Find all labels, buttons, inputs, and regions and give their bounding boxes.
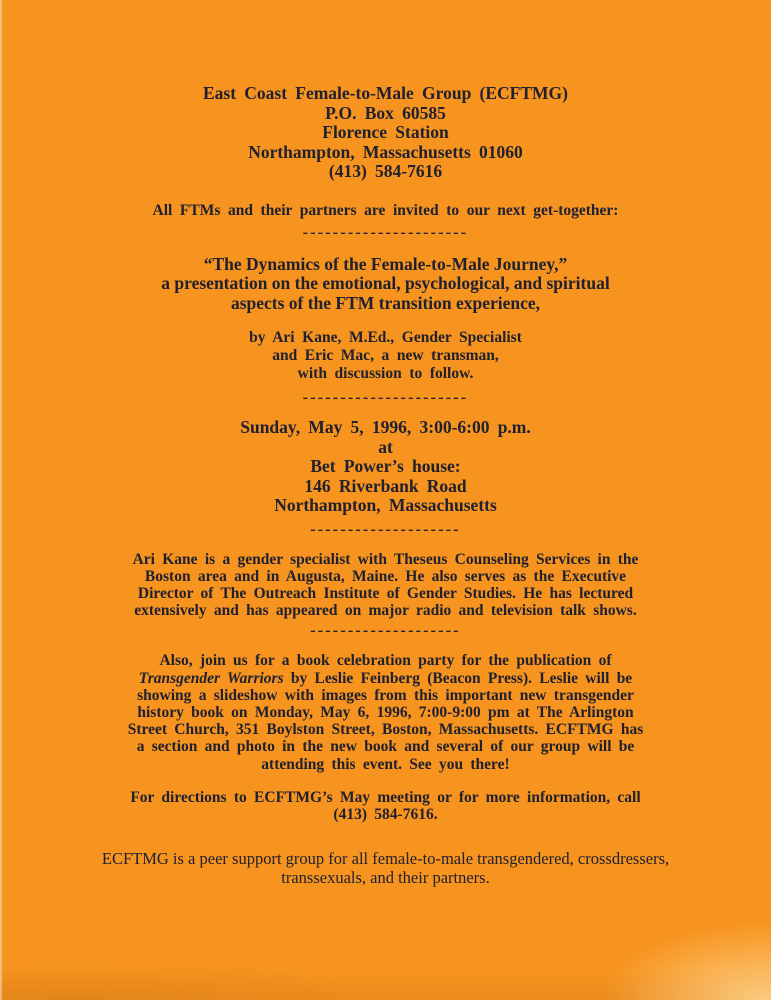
flyer-content	[76, 0, 696, 887]
org-header	[76, 84, 696, 182]
presenters-block	[76, 329, 696, 383]
separator-4	[76, 623, 696, 639]
directions-line-2: (413) 584-7616.	[333, 805, 438, 823]
dashed-separator: --------------------	[310, 622, 461, 640]
invite-block	[76, 202, 696, 220]
book-line-4: history book on Monday, May 6, 1996, 7:00-9:00 pm at The Arlington	[137, 703, 634, 721]
speaker-bio	[76, 551, 696, 620]
dashed-separator: ----------------------	[302, 223, 469, 241]
presentation-title-block	[76, 255, 696, 314]
org-station: Florence Station	[322, 122, 449, 142]
book-party-block	[76, 652, 696, 772]
footer-line-1: ECFTMG is a peer support group for all female-to-male transgendered, crossdressers,	[101, 849, 670, 869]
book-line-6: a section and photo in the new book and several of our group will be	[136, 738, 635, 756]
bio-line-3: Director of The Outreach Institute of Gender Studies. He has lectured	[137, 584, 634, 602]
presenter-line-2: and Eric Mac, a new transman,	[272, 347, 499, 364]
presenter-line-3: with discussion to follow.	[297, 365, 474, 382]
bio-line-2: Boston area and in Augusta, Maine. He also serves as the Executive	[144, 567, 627, 585]
separator-1	[76, 225, 696, 241]
book-title-italic: Transgender Warriors	[138, 669, 284, 687]
book-line-2-rest: by Leslie Feinberg (Beacon Press). Leslie will be	[283, 669, 633, 687]
org-name: East Coast Female-to-Male Group (ECFTMG)	[202, 83, 568, 103]
event-city: Northampton, Massachusetts	[274, 495, 497, 515]
presentation-subtitle-2: aspects of the FTM transition experience,	[230, 292, 541, 313]
dashed-separator: ----------------------	[302, 389, 469, 406]
bio-line-4: extensively and has appeared on major radio and television talk shows.	[134, 602, 637, 620]
book-line-5: Street Church, 351 Boylston Street, Boston, Massachusetts. ECFTMG has	[127, 721, 644, 739]
book-line-1: Also, join us for a book celebration party for the publication of	[159, 652, 612, 670]
footer-line-2: transsexuals, and their partners.	[281, 868, 490, 888]
separator-2	[76, 390, 696, 406]
org-po-box: P.O. Box 60585	[325, 102, 446, 123]
event-at: at	[378, 436, 393, 457]
event-address: 146 Riverbank Road	[304, 475, 467, 496]
invite-line: All FTMs and their partners are invited to our next get-together:	[152, 201, 619, 219]
event-details	[76, 418, 696, 516]
org-city-line: Northampton, Massachusetts 01060	[248, 141, 523, 162]
book-line-2	[76, 670, 696, 687]
directions-line-1: For directions to ECFTMG’s May meeting or for more information, call	[130, 788, 641, 806]
bio-line-1: Ari Kane is a gender specialist with Theseus Counseling Services in the	[132, 550, 639, 568]
directions-block	[76, 789, 696, 823]
event-location: Bet Power’s house:	[310, 456, 461, 476]
book-line-3: showing a slideshow with images from this important new transgender	[137, 686, 634, 704]
org-phone: (413) 584-7616	[328, 161, 443, 181]
event-datetime: Sunday, May 5, 1996, 3:00-6:00 p.m.	[240, 417, 531, 437]
book-line-7: attending this event. See you there!	[261, 755, 510, 773]
presentation-subtitle-1: a presentation on the emotional, psychological, and spiritual	[161, 273, 610, 293]
presenter-line-1: by Ari Kane, M.Ed., Gender Specialist	[249, 329, 522, 346]
separator-3	[76, 522, 696, 538]
presentation-title: “The Dynamics of the Female-to-Male Journey,”	[203, 253, 568, 274]
dashed-separator: --------------------	[310, 520, 461, 538]
footer-note	[76, 849, 696, 887]
